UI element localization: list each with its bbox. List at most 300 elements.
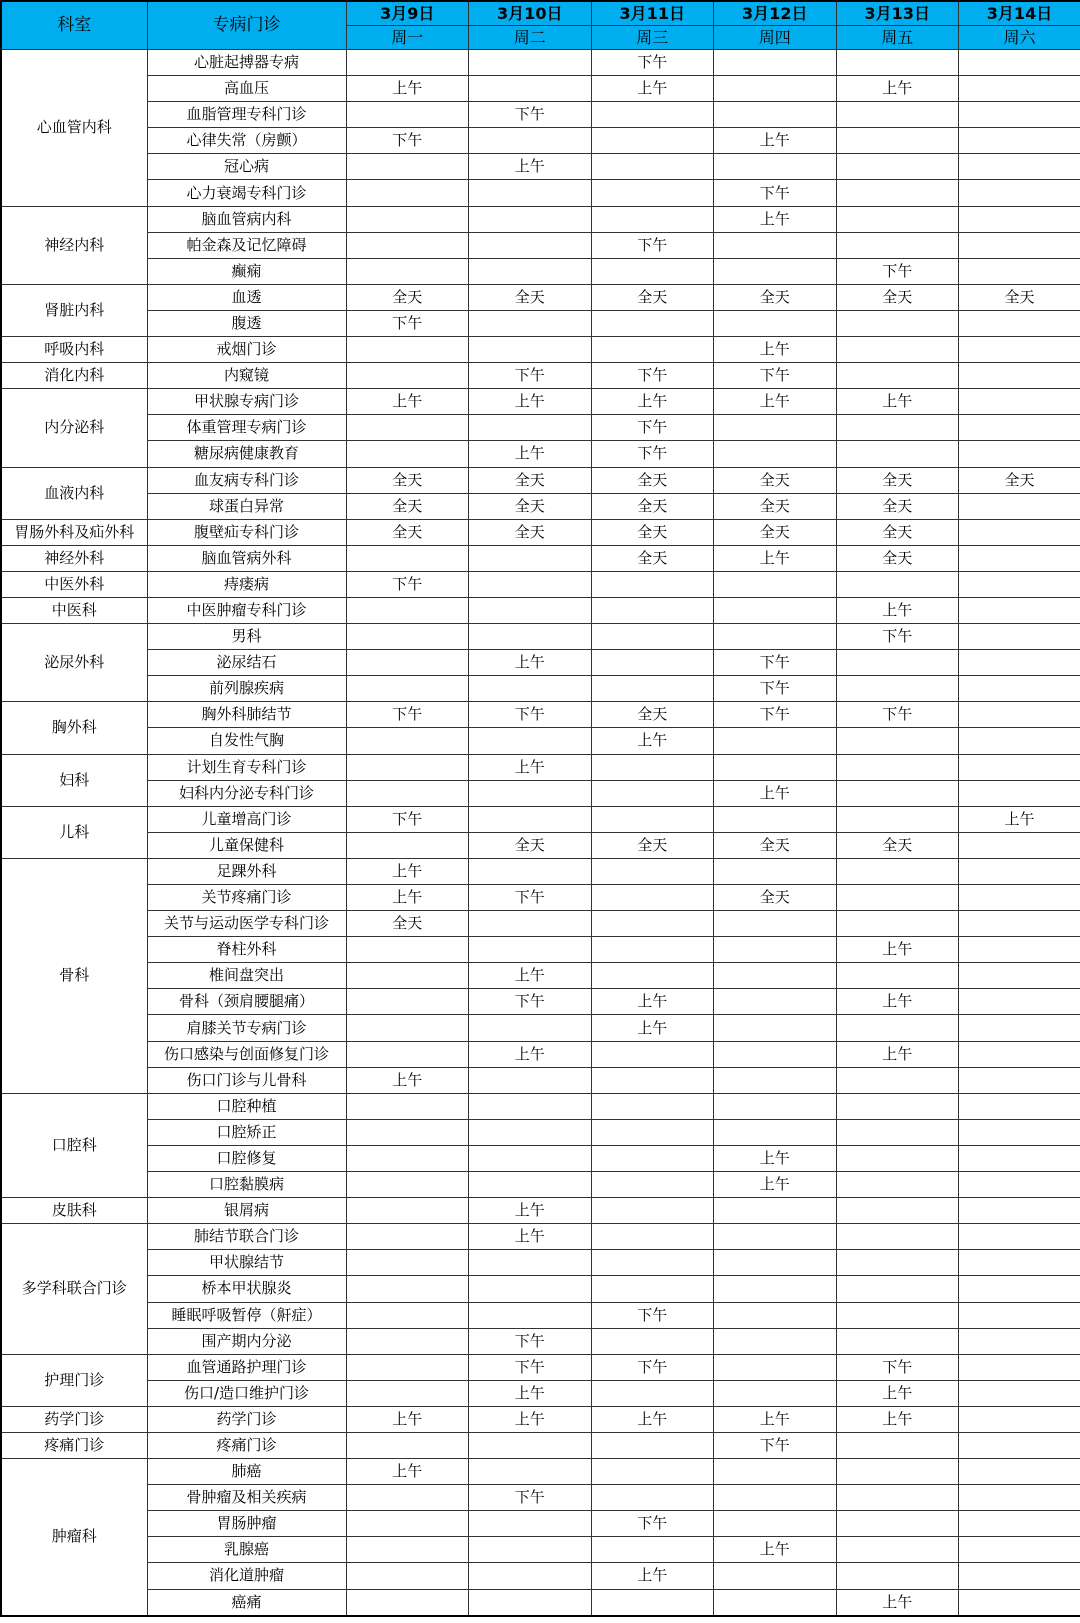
schedule-slot-cell bbox=[959, 1015, 1080, 1041]
schedule-slot-cell bbox=[959, 937, 1080, 963]
schedule-slot-cell: 全天 bbox=[591, 493, 714, 519]
schedule-slot-cell bbox=[346, 1354, 469, 1380]
clinic-name-cell: 胸外科肺结节 bbox=[147, 702, 346, 728]
table-row bbox=[1, 1537, 1080, 1563]
schedule-slot-cell bbox=[469, 232, 592, 258]
schedule-slot-cell bbox=[836, 1093, 959, 1119]
schedule-slot-cell bbox=[469, 1250, 592, 1276]
schedule-slot-cell bbox=[836, 650, 959, 676]
clinic-name-cell: 痔瘘病 bbox=[147, 571, 346, 597]
clinic-name-cell: 口腔矫正 bbox=[147, 1119, 346, 1145]
schedule-slot-cell: 下午 bbox=[714, 650, 837, 676]
schedule-slot-cell bbox=[959, 1328, 1080, 1354]
schedule-slot-cell bbox=[714, 1250, 837, 1276]
table-row bbox=[1, 937, 1080, 963]
schedule-slot-cell bbox=[959, 519, 1080, 545]
clinic-name-cell: 甲状腺专病门诊 bbox=[147, 389, 346, 415]
schedule-slot-cell: 下午 bbox=[469, 102, 592, 128]
schedule-slot-cell bbox=[714, 1224, 837, 1250]
schedule-slot-cell: 全天 bbox=[836, 832, 959, 858]
schedule-slot-cell bbox=[959, 337, 1080, 363]
schedule-slot-cell bbox=[959, 258, 1080, 284]
schedule-slot-cell bbox=[591, 1119, 714, 1145]
schedule-slot-cell bbox=[714, 1563, 837, 1589]
schedule-slot-cell bbox=[836, 1015, 959, 1041]
schedule-slot-cell: 全天 bbox=[591, 519, 714, 545]
schedule-slot-cell bbox=[959, 650, 1080, 676]
schedule-slot-cell bbox=[836, 1145, 959, 1171]
schedule-slot-cell bbox=[959, 832, 1080, 858]
schedule-slot-cell: 全天 bbox=[959, 284, 1080, 310]
schedule-slot-cell: 全天 bbox=[346, 911, 469, 937]
schedule-slot-cell bbox=[836, 780, 959, 806]
schedule-slot-cell bbox=[714, 310, 837, 336]
schedule-slot-cell bbox=[346, 180, 469, 206]
schedule-slot-cell bbox=[714, 232, 837, 258]
schedule-slot-cell bbox=[469, 1459, 592, 1485]
department-cell: 胸外科 bbox=[1, 702, 147, 754]
department-cell: 神经内科 bbox=[1, 206, 147, 284]
schedule-slot-cell bbox=[469, 1302, 592, 1328]
schedule-slot-cell bbox=[346, 597, 469, 623]
table-row bbox=[1, 50, 1080, 76]
clinic-name-cell: 口腔黏膜病 bbox=[147, 1172, 346, 1198]
schedule-slot-cell bbox=[346, 1172, 469, 1198]
schedule-slot-cell bbox=[836, 676, 959, 702]
schedule-slot-cell bbox=[591, 1093, 714, 1119]
schedule-slot-cell bbox=[836, 232, 959, 258]
clinic-name-cell: 前列腺疾病 bbox=[147, 676, 346, 702]
schedule-slot-cell bbox=[469, 937, 592, 963]
table-row bbox=[1, 206, 1080, 232]
schedule-slot-cell bbox=[469, 128, 592, 154]
schedule-slot-cell: 上午 bbox=[714, 1537, 837, 1563]
column-header-date: 3月11日 bbox=[591, 1, 714, 26]
schedule-slot-cell bbox=[836, 363, 959, 389]
schedule-slot-cell bbox=[959, 1380, 1080, 1406]
schedule-slot-cell bbox=[469, 806, 592, 832]
table-row bbox=[1, 154, 1080, 180]
schedule-slot-cell bbox=[836, 1328, 959, 1354]
schedule-slot-cell bbox=[714, 1354, 837, 1380]
schedule-slot-cell: 上午 bbox=[346, 885, 469, 911]
schedule-slot-cell bbox=[346, 624, 469, 650]
schedule-slot-cell bbox=[591, 128, 714, 154]
schedule-slot-cell: 全天 bbox=[714, 832, 837, 858]
schedule-slot-cell bbox=[591, 1459, 714, 1485]
department-cell: 内分泌科 bbox=[1, 389, 147, 467]
schedule-slot-cell bbox=[836, 858, 959, 884]
clinic-name-cell: 自发性气胸 bbox=[147, 728, 346, 754]
schedule-slot-cell: 上午 bbox=[469, 650, 592, 676]
clinic-name-cell: 球蛋白异常 bbox=[147, 493, 346, 519]
schedule-slot-cell bbox=[714, 50, 837, 76]
schedule-slot-cell bbox=[836, 1276, 959, 1302]
schedule-slot-cell bbox=[591, 911, 714, 937]
department-cell: 骨科 bbox=[1, 858, 147, 1093]
schedule-slot-cell bbox=[591, 1485, 714, 1511]
schedule-slot-cell bbox=[959, 676, 1080, 702]
schedule-slot-cell bbox=[836, 1485, 959, 1511]
schedule-slot-cell bbox=[714, 728, 837, 754]
schedule-slot-cell bbox=[346, 1485, 469, 1511]
clinic-name-cell: 肩膝关节专病门诊 bbox=[147, 1015, 346, 1041]
schedule-slot-cell bbox=[591, 337, 714, 363]
column-header-clinic: 专病门诊 bbox=[147, 1, 346, 50]
schedule-slot-cell: 上午 bbox=[714, 128, 837, 154]
schedule-slot-cell: 下午 bbox=[346, 310, 469, 336]
table-row bbox=[1, 1172, 1080, 1198]
clinic-name-cell: 心力衰竭专科门诊 bbox=[147, 180, 346, 206]
schedule-slot-cell bbox=[959, 154, 1080, 180]
schedule-slot-cell: 上午 bbox=[346, 389, 469, 415]
schedule-slot-cell: 上午 bbox=[836, 597, 959, 623]
clinic-name-cell: 脑血管病内科 bbox=[147, 206, 346, 232]
schedule-slot-cell: 全天 bbox=[346, 284, 469, 310]
schedule-slot-cell bbox=[959, 1511, 1080, 1537]
table-row bbox=[1, 76, 1080, 102]
schedule-slot-cell bbox=[346, 232, 469, 258]
schedule-slot-cell bbox=[469, 1589, 592, 1616]
schedule-slot-cell bbox=[714, 754, 837, 780]
schedule-slot-cell bbox=[469, 858, 592, 884]
table-row bbox=[1, 284, 1080, 310]
schedule-slot-cell: 上午 bbox=[346, 1459, 469, 1485]
schedule-slot-cell bbox=[959, 1485, 1080, 1511]
table-row bbox=[1, 1354, 1080, 1380]
schedule-slot-cell bbox=[959, 702, 1080, 728]
schedule-slot-cell: 全天 bbox=[591, 702, 714, 728]
table-row bbox=[1, 1119, 1080, 1145]
clinic-name-cell: 足踝外科 bbox=[147, 858, 346, 884]
schedule-slot-cell bbox=[346, 1563, 469, 1589]
clinic-name-cell: 围产期内分泌 bbox=[147, 1328, 346, 1354]
department-cell: 多学科联合门诊 bbox=[1, 1224, 147, 1354]
schedule-slot-cell: 全天 bbox=[836, 284, 959, 310]
department-cell: 妇科 bbox=[1, 754, 147, 806]
schedule-slot-cell bbox=[346, 337, 469, 363]
schedule-slot-cell bbox=[346, 1250, 469, 1276]
schedule-slot-cell bbox=[591, 571, 714, 597]
schedule-slot-cell: 上午 bbox=[714, 780, 837, 806]
department-cell: 肿瘤科 bbox=[1, 1459, 147, 1616]
schedule-slot-cell bbox=[959, 1093, 1080, 1119]
schedule-slot-cell bbox=[591, 963, 714, 989]
schedule-slot-cell bbox=[591, 154, 714, 180]
schedule-slot-cell bbox=[836, 1224, 959, 1250]
schedule-slot-cell bbox=[469, 180, 592, 206]
schedule-slot-cell bbox=[469, 258, 592, 284]
schedule-slot-cell bbox=[346, 50, 469, 76]
schedule-slot-cell: 下午 bbox=[469, 702, 592, 728]
schedule-slot-cell: 全天 bbox=[714, 284, 837, 310]
schedule-slot-cell bbox=[959, 963, 1080, 989]
schedule-slot-cell bbox=[959, 780, 1080, 806]
table-row bbox=[1, 1067, 1080, 1093]
schedule-slot-cell bbox=[714, 1093, 837, 1119]
schedule-slot-cell bbox=[469, 1067, 592, 1093]
schedule-slot-cell: 全天 bbox=[346, 493, 469, 519]
schedule-slot-cell bbox=[591, 1145, 714, 1171]
schedule-slot-cell: 下午 bbox=[469, 989, 592, 1015]
header-row-dates bbox=[1, 1, 1080, 26]
clinic-name-cell: 计划生育专科门诊 bbox=[147, 754, 346, 780]
schedule-slot-cell bbox=[346, 1145, 469, 1171]
clinic-name-cell: 肺癌 bbox=[147, 1459, 346, 1485]
clinic-name-cell: 关节疼痛门诊 bbox=[147, 885, 346, 911]
clinic-name-cell: 心律失常（房颤） bbox=[147, 128, 346, 154]
schedule-slot-cell bbox=[591, 937, 714, 963]
schedule-slot-cell bbox=[714, 597, 837, 623]
table-row bbox=[1, 963, 1080, 989]
schedule-slot-cell: 上午 bbox=[346, 1406, 469, 1432]
schedule-slot-cell: 下午 bbox=[469, 363, 592, 389]
department-cell: 消化内科 bbox=[1, 363, 147, 389]
table-row bbox=[1, 702, 1080, 728]
schedule-slot-cell: 下午 bbox=[714, 363, 837, 389]
table-row bbox=[1, 676, 1080, 702]
schedule-slot-cell bbox=[714, 911, 837, 937]
schedule-slot-cell: 上午 bbox=[469, 1198, 592, 1224]
schedule-slot-cell bbox=[714, 571, 837, 597]
clinic-name-cell: 癌痛 bbox=[147, 1589, 346, 1616]
table-row bbox=[1, 885, 1080, 911]
schedule-slot-cell bbox=[959, 1302, 1080, 1328]
clinic-name-cell: 消化道肿瘤 bbox=[147, 1563, 346, 1589]
table-row bbox=[1, 911, 1080, 937]
schedule-slot-cell: 下午 bbox=[591, 1354, 714, 1380]
column-header-date: 3月12日 bbox=[714, 1, 837, 26]
schedule-slot-cell bbox=[959, 50, 1080, 76]
schedule-slot-cell bbox=[959, 911, 1080, 937]
schedule-slot-cell bbox=[959, 180, 1080, 206]
schedule-slot-cell bbox=[836, 963, 959, 989]
schedule-slot-cell bbox=[591, 180, 714, 206]
schedule-slot-cell bbox=[714, 441, 837, 467]
department-cell: 儿科 bbox=[1, 806, 147, 858]
table-row bbox=[1, 728, 1080, 754]
schedule-slot-cell: 上午 bbox=[836, 76, 959, 102]
clinic-name-cell: 骨肿瘤及相关疾病 bbox=[147, 1485, 346, 1511]
schedule-slot-cell bbox=[469, 780, 592, 806]
table-row bbox=[1, 1250, 1080, 1276]
schedule-slot-cell bbox=[959, 493, 1080, 519]
clinic-name-cell: 血脂管理专科门诊 bbox=[147, 102, 346, 128]
schedule-slot-cell bbox=[591, 1380, 714, 1406]
table-row bbox=[1, 258, 1080, 284]
schedule-slot-cell bbox=[714, 624, 837, 650]
schedule-slot-cell: 全天 bbox=[469, 832, 592, 858]
schedule-slot-cell: 下午 bbox=[836, 702, 959, 728]
schedule-slot-cell bbox=[714, 1328, 837, 1354]
column-header-date: 3月10日 bbox=[469, 1, 592, 26]
schedule-slot-cell bbox=[346, 1041, 469, 1067]
schedule-slot-cell bbox=[836, 441, 959, 467]
clinic-name-cell: 疼痛门诊 bbox=[147, 1432, 346, 1458]
clinic-name-cell: 关节与运动医学专科门诊 bbox=[147, 911, 346, 937]
schedule-slot-cell bbox=[714, 1485, 837, 1511]
clinic-name-cell: 泌尿结石 bbox=[147, 650, 346, 676]
schedule-slot-cell bbox=[836, 128, 959, 154]
clinic-name-cell: 药学门诊 bbox=[147, 1406, 346, 1432]
department-cell: 胃肠外科及疝外科 bbox=[1, 519, 147, 545]
schedule-slot-cell bbox=[836, 154, 959, 180]
schedule-slot-cell bbox=[346, 1224, 469, 1250]
schedule-slot-cell: 全天 bbox=[714, 519, 837, 545]
schedule-slot-cell bbox=[836, 1172, 959, 1198]
clinic-name-cell: 癫痫 bbox=[147, 258, 346, 284]
schedule-slot-cell bbox=[591, 597, 714, 623]
schedule-slot-cell bbox=[836, 1198, 959, 1224]
clinic-name-cell: 脊柱外科 bbox=[147, 937, 346, 963]
schedule-slot-cell bbox=[836, 206, 959, 232]
clinic-name-cell: 内窥镜 bbox=[147, 363, 346, 389]
schedule-slot-cell bbox=[836, 1511, 959, 1537]
schedule-slot-cell: 上午 bbox=[591, 389, 714, 415]
schedule-slot-cell bbox=[591, 1250, 714, 1276]
table-row bbox=[1, 310, 1080, 336]
schedule-slot-cell bbox=[959, 310, 1080, 336]
schedule-slot-cell: 全天 bbox=[836, 519, 959, 545]
column-header-date: 3月13日 bbox=[836, 1, 959, 26]
schedule-slot-cell bbox=[959, 1354, 1080, 1380]
clinic-name-cell: 妇科内分泌专科门诊 bbox=[147, 780, 346, 806]
schedule-slot-cell bbox=[469, 1119, 592, 1145]
clinic-name-cell: 血透 bbox=[147, 284, 346, 310]
schedule-slot-cell bbox=[346, 650, 469, 676]
schedule-slot-cell bbox=[591, 206, 714, 232]
schedule-slot-cell bbox=[469, 1172, 592, 1198]
schedule-slot-cell bbox=[469, 1563, 592, 1589]
table-row bbox=[1, 1511, 1080, 1537]
schedule-slot-cell: 下午 bbox=[591, 415, 714, 441]
department-cell: 药学门诊 bbox=[1, 1406, 147, 1432]
schedule-slot-cell bbox=[591, 754, 714, 780]
department-cell: 护理门诊 bbox=[1, 1354, 147, 1406]
schedule-slot-cell bbox=[469, 415, 592, 441]
schedule-slot-cell: 上午 bbox=[346, 858, 469, 884]
schedule-slot-cell bbox=[469, 337, 592, 363]
department-cell: 中医外科 bbox=[1, 571, 147, 597]
schedule-slot-cell bbox=[346, 545, 469, 571]
schedule-slot-cell bbox=[591, 1172, 714, 1198]
table-row bbox=[1, 232, 1080, 258]
table-row bbox=[1, 493, 1080, 519]
schedule-slot-cell: 上午 bbox=[591, 76, 714, 102]
schedule-slot-cell bbox=[959, 571, 1080, 597]
table-row bbox=[1, 441, 1080, 467]
schedule-slot-cell bbox=[346, 754, 469, 780]
schedule-slot-cell bbox=[591, 1537, 714, 1563]
schedule-slot-cell bbox=[836, 571, 959, 597]
schedule-slot-cell bbox=[836, 1302, 959, 1328]
schedule-slot-cell bbox=[714, 1589, 837, 1616]
department-cell: 中医科 bbox=[1, 597, 147, 623]
schedule-slot-cell bbox=[591, 858, 714, 884]
schedule-slot-cell: 上午 bbox=[714, 1172, 837, 1198]
schedule-slot-cell bbox=[959, 989, 1080, 1015]
schedule-slot-cell bbox=[346, 363, 469, 389]
schedule-slot-cell bbox=[346, 780, 469, 806]
schedule-slot-cell bbox=[836, 180, 959, 206]
schedule-slot-cell bbox=[346, 676, 469, 702]
table-row bbox=[1, 128, 1080, 154]
department-cell: 皮肤科 bbox=[1, 1198, 147, 1224]
schedule-slot-cell bbox=[346, 1511, 469, 1537]
schedule-slot-cell: 下午 bbox=[346, 571, 469, 597]
schedule-slot-cell: 全天 bbox=[469, 519, 592, 545]
schedule-slot-cell bbox=[959, 624, 1080, 650]
schedule-slot-cell bbox=[959, 1406, 1080, 1432]
schedule-slot-cell bbox=[714, 1198, 837, 1224]
clinic-name-cell: 乳腺癌 bbox=[147, 1537, 346, 1563]
schedule-slot-cell: 上午 bbox=[469, 1041, 592, 1067]
schedule-slot-cell: 下午 bbox=[346, 702, 469, 728]
schedule-slot-cell: 上午 bbox=[469, 1406, 592, 1432]
schedule-slot-cell bbox=[346, 154, 469, 180]
schedule-slot-cell bbox=[346, 102, 469, 128]
clinic-name-cell: 腹透 bbox=[147, 310, 346, 336]
schedule-slot-cell bbox=[959, 885, 1080, 911]
schedule-slot-cell: 全天 bbox=[836, 545, 959, 571]
schedule-slot-cell bbox=[346, 1015, 469, 1041]
clinic-name-cell: 儿童保健科 bbox=[147, 832, 346, 858]
column-header-weekday: 周四 bbox=[714, 26, 837, 50]
schedule-slot-cell bbox=[836, 1250, 959, 1276]
schedule-slot-cell: 下午 bbox=[591, 441, 714, 467]
schedule-slot-cell: 下午 bbox=[591, 1302, 714, 1328]
table-row bbox=[1, 780, 1080, 806]
clinic-name-cell: 伤口门诊与儿骨科 bbox=[147, 1067, 346, 1093]
schedule-slot-cell bbox=[714, 806, 837, 832]
schedule-slot-cell: 全天 bbox=[591, 545, 714, 571]
schedule-slot-cell bbox=[714, 858, 837, 884]
schedule-slot-cell bbox=[346, 1432, 469, 1458]
clinic-name-cell: 甲状腺结节 bbox=[147, 1250, 346, 1276]
table-row bbox=[1, 1198, 1080, 1224]
schedule-slot-cell bbox=[959, 1145, 1080, 1171]
schedule-slot-cell bbox=[714, 415, 837, 441]
table-row bbox=[1, 754, 1080, 780]
schedule-slot-cell bbox=[959, 1041, 1080, 1067]
clinic-name-cell: 男科 bbox=[147, 624, 346, 650]
schedule-slot-cell bbox=[959, 1537, 1080, 1563]
clinic-name-cell: 银屑病 bbox=[147, 1198, 346, 1224]
schedule-slot-cell bbox=[469, 624, 592, 650]
schedule-slot-cell: 全天 bbox=[836, 467, 959, 493]
schedule-slot-cell bbox=[959, 858, 1080, 884]
schedule-slot-cell bbox=[836, 102, 959, 128]
clinic-name-cell: 帕金森及记忆障碍 bbox=[147, 232, 346, 258]
schedule-slot-cell bbox=[346, 1276, 469, 1302]
schedule-slot-cell bbox=[469, 310, 592, 336]
schedule-slot-cell bbox=[714, 1302, 837, 1328]
schedule-slot-cell bbox=[959, 441, 1080, 467]
schedule-slot-cell bbox=[714, 1119, 837, 1145]
schedule-slot-cell bbox=[469, 1276, 592, 1302]
schedule-slot-cell: 上午 bbox=[469, 963, 592, 989]
schedule-slot-cell bbox=[959, 363, 1080, 389]
schedule-slot-cell bbox=[469, 1145, 592, 1171]
schedule-slot-cell bbox=[469, 1093, 592, 1119]
schedule-slot-cell: 下午 bbox=[714, 1432, 837, 1458]
schedule-slot-cell: 下午 bbox=[346, 128, 469, 154]
schedule-slot-cell: 下午 bbox=[836, 258, 959, 284]
schedule-slot-cell bbox=[469, 676, 592, 702]
schedule-slot-cell bbox=[959, 76, 1080, 102]
schedule-slot-cell: 全天 bbox=[714, 467, 837, 493]
schedule-slot-cell bbox=[469, 545, 592, 571]
